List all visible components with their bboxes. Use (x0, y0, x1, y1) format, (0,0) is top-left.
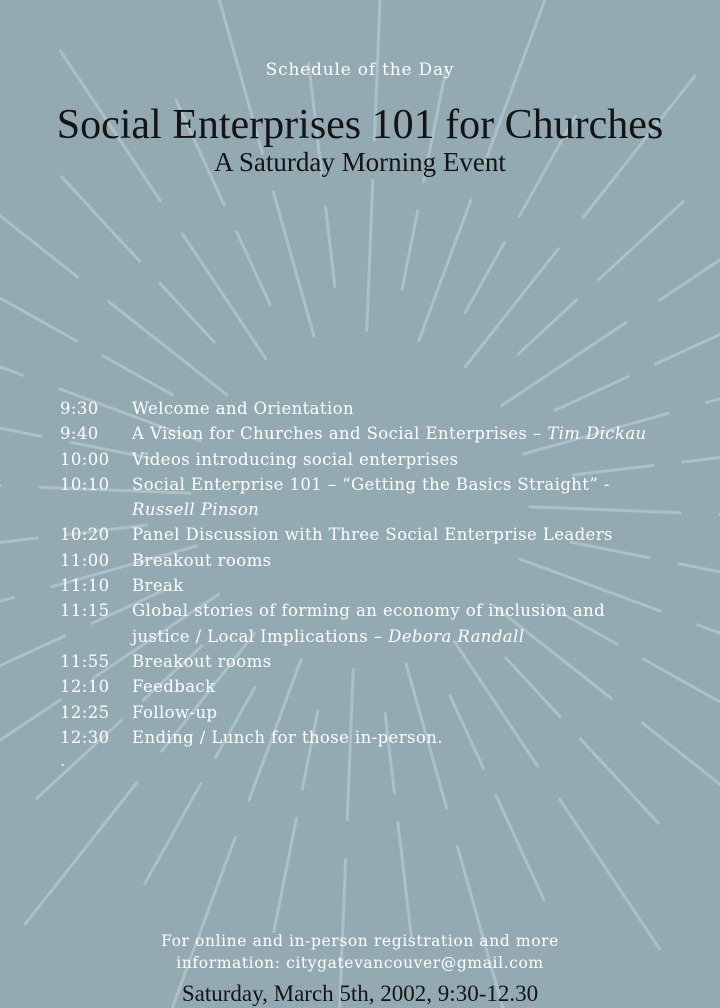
sunburst-ray (0, 414, 41, 437)
schedule-item (60, 522, 700, 547)
sunburst-ray (465, 243, 504, 313)
schedule-time: 10:00 (60, 449, 110, 469)
schedule-desc: Breakout rooms (132, 651, 272, 671)
sunburst-ray (707, 354, 720, 403)
schedule-item (60, 700, 700, 725)
sunburst-ray (402, 211, 418, 289)
schedule-desc: Videos introducing social enterprises (132, 449, 459, 469)
sunburst-ray (398, 823, 411, 937)
sunburst-ray (560, 799, 660, 949)
schedule-list (60, 396, 700, 772)
schedule-time: 9:40 (60, 424, 99, 444)
schedule-desc: A Vision for Churches and Social Enterprises – Tim Dickau (132, 424, 647, 444)
sunburst-ray (496, 795, 544, 899)
speaker-name: Tim Dickau (547, 424, 647, 444)
trailing-dot: . (60, 751, 66, 771)
event-title: Social Enterprises 101 for Churches (56, 102, 664, 148)
sunburst-ray (367, 180, 373, 330)
schedule-desc: Global stories of forming an economy of inclusion and justice / Local Implications – Debora Randall (132, 601, 606, 646)
sunburst-ray (25, 783, 137, 924)
schedule-item (60, 447, 700, 472)
sunburst-ray (0, 636, 65, 684)
schedule-desc: Break (132, 576, 184, 596)
sunburst-ray (62, 177, 140, 262)
sunburst-ray (599, 202, 684, 280)
sunburst-ray (518, 300, 577, 354)
speaker-name: Russell Pinson (132, 500, 260, 520)
schedule-time: 11:10 (60, 576, 110, 596)
schedule-desc: Social Enterprise 101 – “Getting the Basics Straight” - Russell Pinson (132, 474, 610, 520)
sunburst-ray (698, 625, 720, 687)
sunburst-ray (419, 200, 471, 341)
sunburst-ray (0, 538, 37, 551)
sunburst-ray (501, 322, 626, 405)
sunburst-ray (145, 783, 201, 883)
sunburst-ray (274, 819, 297, 932)
schedule-time: 10:20 (60, 525, 110, 545)
schedule-desc: Welcome and Orientation (132, 399, 354, 418)
schedule-item (60, 548, 700, 573)
sunburst-ray (103, 356, 173, 395)
schedule-kicker: Schedule of the Day (265, 60, 455, 80)
schedule-time: 10:10 (60, 474, 110, 494)
speaker-name: Debora Randall (388, 626, 525, 646)
registration-info (0, 930, 720, 974)
sunburst-ray (0, 597, 13, 646)
sunburst-ray (326, 207, 335, 286)
schedule-desc: Ending / Lunch for those in-person. (132, 727, 443, 747)
schedule-item (60, 396, 700, 421)
sunburst-ray (0, 285, 77, 341)
sunburst-ray (0, 313, 22, 375)
event-date: Saturday, March 5th, 2002, 9:30-12.30 (181, 981, 539, 1006)
schedule-desc: Follow-up (132, 702, 218, 722)
sunburst-ray (465, 249, 558, 367)
schedule-time: 12:30 (60, 727, 110, 747)
registration-line: For online and in-person registration and more (161, 932, 559, 950)
schedule-item (60, 573, 700, 598)
schedule-time: 11:00 (60, 550, 110, 570)
schedule-item (60, 674, 700, 699)
schedule-time: 9:30 (60, 399, 99, 418)
schedule-item (60, 472, 700, 523)
schedule-item (60, 725, 700, 750)
schedule-desc: Panel Discussion with Three Social Enterprise Leaders (132, 525, 613, 545)
schedule-time: 12:25 (60, 702, 110, 722)
schedule-time: 11:15 (60, 601, 110, 621)
schedule-time: 12:10 (60, 677, 110, 697)
sunburst-ray (237, 232, 270, 305)
schedule-time: 11:55 (60, 651, 110, 671)
schedule-item (60, 649, 700, 674)
schedule-desc: Feedback (132, 677, 216, 697)
schedule-item (60, 598, 700, 649)
sunburst-ray (273, 192, 314, 336)
schedule-item (60, 421, 700, 446)
registration-email-line: information: citygatevancouver@gmail.com (176, 954, 544, 972)
sunburst-ray (655, 316, 720, 364)
schedule-desc: Breakout rooms (132, 550, 272, 570)
sunburst-ray (160, 283, 214, 342)
sunburst-ray (109, 302, 227, 395)
sunburst-ray (182, 234, 265, 359)
event-subtitle: A Saturday Morning Event (214, 147, 506, 177)
